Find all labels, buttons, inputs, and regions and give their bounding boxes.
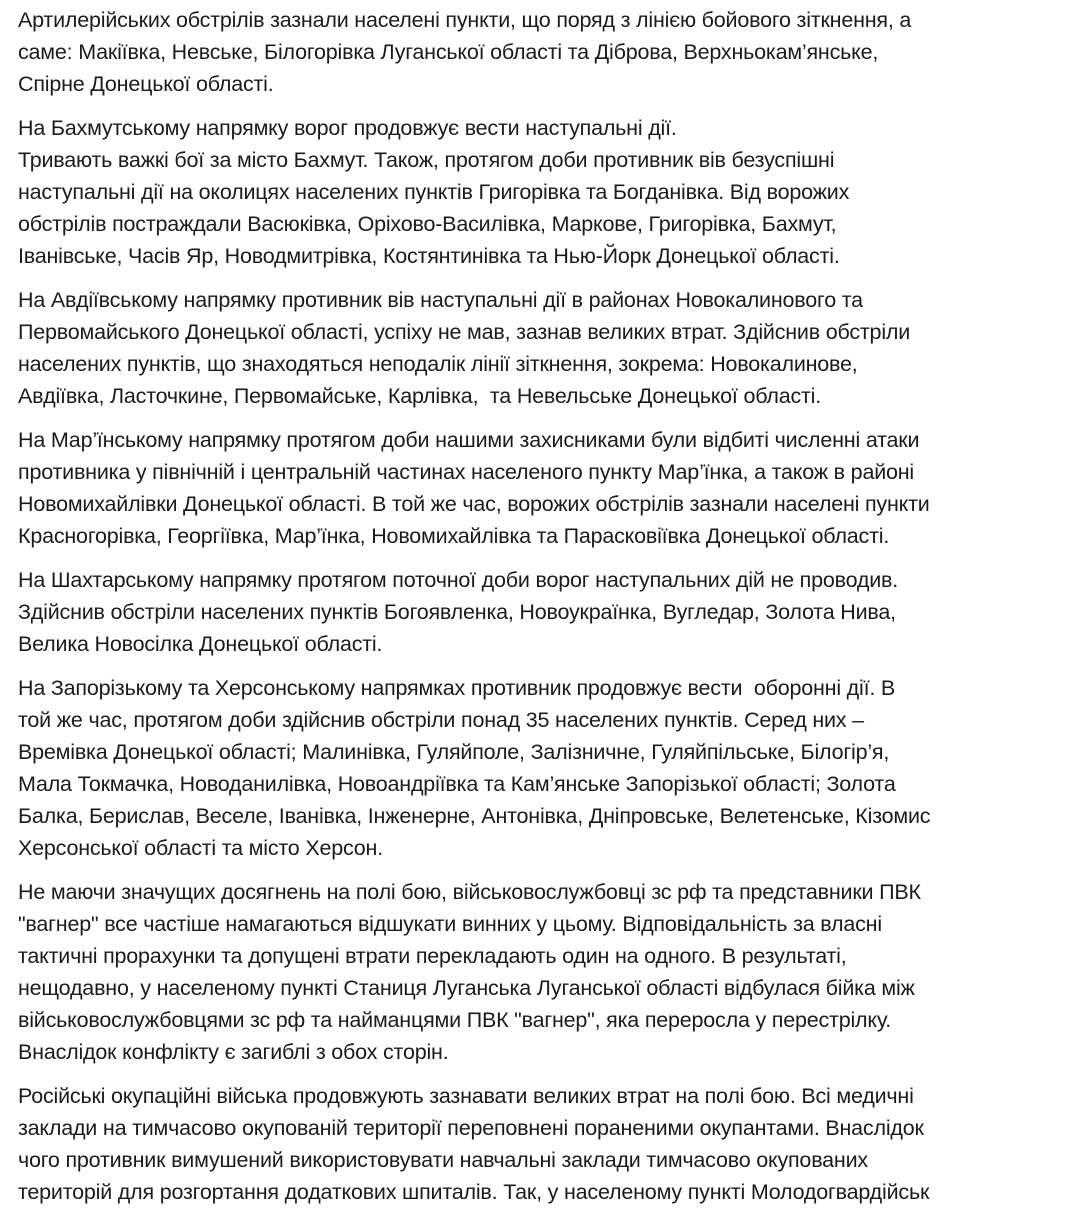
text-line: Авдіївка, Ласточкине, Первомайське, Карлівка, та Невельське Донецької області. xyxy=(18,384,822,408)
text-line: населених пунктів, що знаходяться неподалік лінії зіткнення, зокрема: Новокалинове, xyxy=(18,352,858,376)
paragraph xyxy=(18,876,1070,1068)
text-line: Іванівське, Часів Яр, Новодмитрівка, Костянтинівка та Нью-Йорк Донецької області. xyxy=(18,244,840,268)
text-line: Первомайського Донецької області, успіху не мав, зазнав великих втрат. Здійснив обстріли xyxy=(18,320,911,344)
text-line: Не маючи значущих досягнень на полі бою, військовослужбовці зс рф та представники ПВК xyxy=(18,880,921,904)
text-line: Времівка Донецької області; Малинівка, Гуляйполе, Залізничне, Гуляйпільське, Білогір’я, xyxy=(18,740,890,764)
text-line: саме: Макіївка, Невське, Білогорівка Луганської області та Діброва, Верхньокам’янське, xyxy=(18,40,879,64)
text-line: На Бахмутському напрямку ворог продовжує вести наступальні дії. xyxy=(18,116,677,140)
text-line: На Запорізькому та Херсонському напрямках противник продовжує вести оборонні дії. В xyxy=(18,676,896,700)
text-line: територій для розгортання додаткових шпиталів. Так, у населеному пункті Молодогвардійськ xyxy=(18,1180,930,1204)
text-line: нещодавно, у населеному пункті Станиця Луганська Луганської області відбулася бійка між xyxy=(18,976,915,1000)
text-line: обстрілів постраждали Васюківка, Оріхово-Василівка, Маркове, Григорівка, Бахмут, xyxy=(18,212,837,236)
text-line: На Шахтарському напрямку протягом поточної доби ворог наступальних дій не проводив. xyxy=(18,568,899,592)
text-line: заклади на тимчасово окупованій території переповнені пораненими окупантами. Внаслідок xyxy=(18,1116,924,1140)
text-line: той же час, протягом доби здійснив обстріли понад 35 населених пунктів. Серед них – xyxy=(18,708,864,732)
text-line: На Авдіївському напрямку противник вів наступальні дії в районах Новокалинового та xyxy=(18,288,863,312)
text-line: Новомихайлівки Донецької області. В той же час, ворожих обстрілів зазнали населені пункти xyxy=(18,492,930,516)
paragraph xyxy=(18,284,1070,412)
text-line: На Мар’їнському напрямку протягом доби нашими захисниками були відбиті численні атаки xyxy=(18,428,920,452)
report-text xyxy=(18,4,1070,1208)
text-line: Балка, Берислав, Веселе, Іванівка, Інженерне, Антонівка, Дніпровське, Велетенське, Кізомис xyxy=(18,804,931,828)
text-line: Херсонської області та місто Херсон. xyxy=(18,836,383,860)
text-line: Здійснив обстріли населених пунктів Богоявленка, Новоукраїнка, Вугледар, Золота Нива, xyxy=(18,600,896,624)
paragraph xyxy=(18,1080,1070,1208)
text-line: Російські окупаційні війська продовжують зазнавати великих втрат на полі бою. Всі медичні xyxy=(18,1084,914,1108)
text-line: "вагнер" все частіше намагаються відшукати винних у цьому. Відповідальність за власні xyxy=(18,912,882,936)
text-line: противника у північній і центральній частинах населеного пункту Мар’їнка, а також в районі xyxy=(18,460,915,484)
text-line: військовослужбовцями зс рф та найманцями ПВК "вагнер", яка переросла у перестрілку. xyxy=(18,1008,892,1032)
paragraph xyxy=(18,564,1070,660)
text-line: Велика Новосілка Донецької області. xyxy=(18,632,383,656)
text-line: Спірне Донецької області. xyxy=(18,72,274,96)
text-line: чого противник вимушений використовувати навчальні заклади тимчасово окупованих xyxy=(18,1148,868,1172)
text-line: тактичні прорахунки та допущені втрати перекладають один на одного. В результаті, xyxy=(18,944,847,968)
text-line: Внаслідок конфлікту є загиблі з обох сторін. xyxy=(18,1040,449,1064)
text-line: Мала Токмачка, Новоданилівка, Новоандріївка та Кам’янське Запорізької області; Золота xyxy=(18,772,896,796)
text-line: Красногорівка, Георгіївка, Мар’їнка, Новомихайлівка та Парасковіївка Донецької області. xyxy=(18,524,890,548)
paragraph xyxy=(18,112,1070,272)
text-line: наступальні дії на околицях населених пунктів Григорівка та Богданівка. Від ворожих xyxy=(18,180,850,204)
paragraph xyxy=(18,672,1070,864)
paragraph xyxy=(18,424,1070,552)
paragraph xyxy=(18,4,1070,100)
text-line: Артилерійських обстрілів зазнали населені пункти, що поряд з лінією бойового зіткнення, а xyxy=(18,8,912,32)
text-line: Тривають важкі бої за місто Бахмут. Також, протягом доби противник вів безуспішні xyxy=(18,148,835,172)
